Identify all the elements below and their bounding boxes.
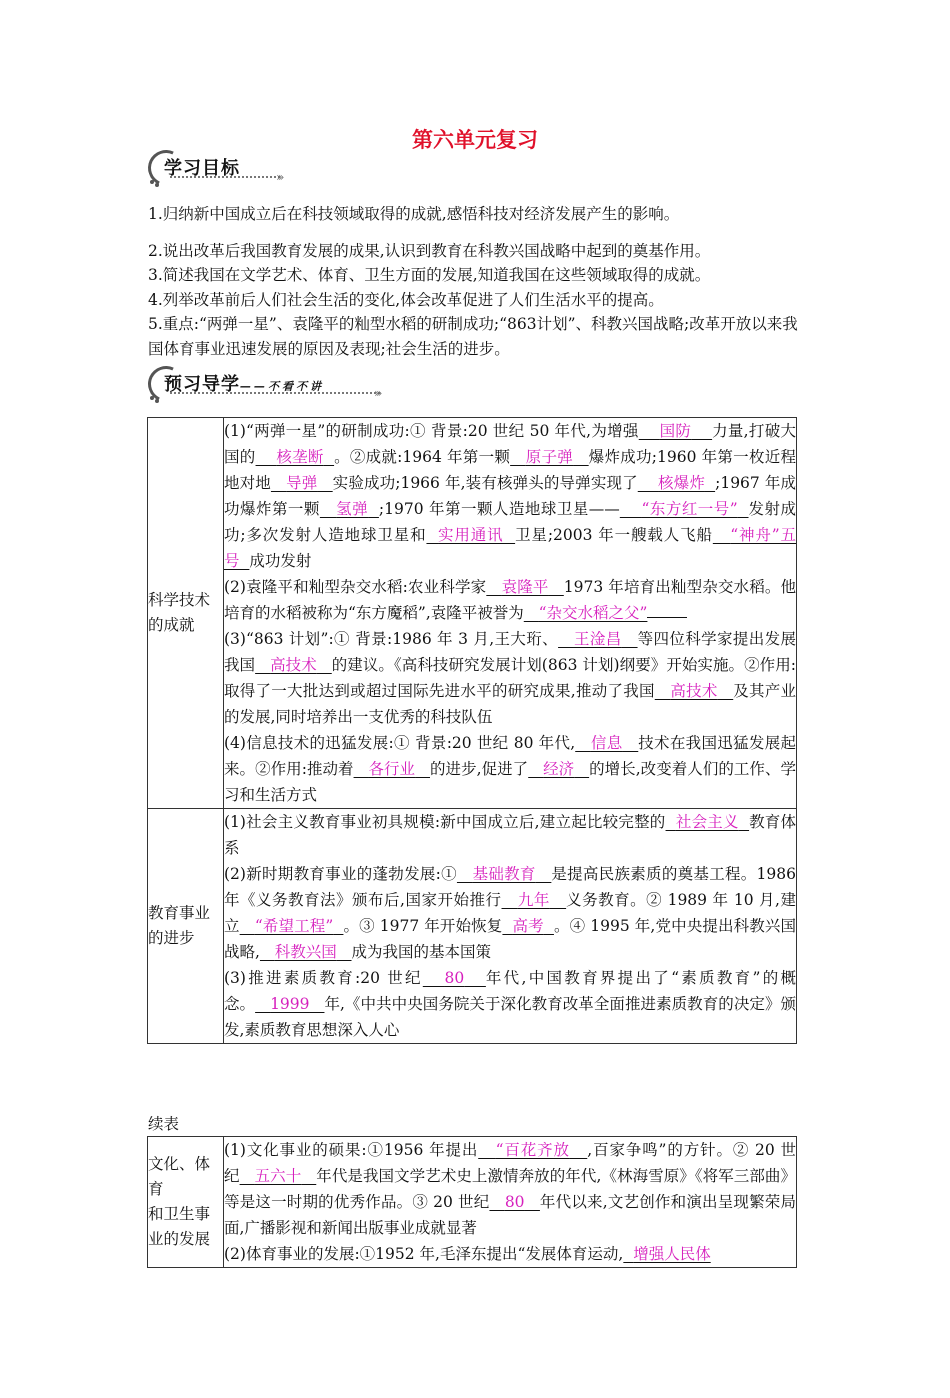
answer-fill: 原子弹 <box>525 448 574 466</box>
category-line: 和卫生事业的发展 <box>148 1205 211 1248</box>
answer-fill: 社会主义 <box>675 813 739 831</box>
preview-banner <box>148 366 388 400</box>
answer-fill: 袁隆平 <box>501 578 549 596</box>
preview-subtitle: ——不看不讲 <box>240 380 324 393</box>
category-cell: 科学技术的成就 <box>148 418 224 809</box>
answer-fill: “东方红一号” <box>641 500 738 518</box>
category-line: 文化、体育 <box>148 1155 211 1198</box>
continued-label: 续表 <box>148 1115 180 1133</box>
banner-chevron-icon: ››› <box>276 170 282 184</box>
banner-dot-icon <box>155 183 159 187</box>
answer-fill: 信息 <box>590 734 623 752</box>
answer-fill: 科教兴国 <box>274 943 337 961</box>
content-cell <box>224 809 797 1044</box>
banner-dot-icon <box>150 180 154 184</box>
answer-fill: 高技术 <box>670 682 718 700</box>
banner-dot-icon <box>150 396 154 400</box>
objective-item: 1.归纳新中国成立后在科技领域取得的成就,感悟科技对经济发展产生的影响。 <box>148 205 680 223</box>
content-paragraph: (2)体育事业的发展:①1952 年,毛泽东提出“发展体育运动, 增强人民体 <box>224 1245 711 1263</box>
content-paragraph: (3)推进素质教育:20 世纪 80 年代,中国教育界提出了“素质教育”的概念。 1999 年,《中共中央国务院关于深化教育改革全面推进素质教育的决定》颁发,素质教育思想深入人心 <box>224 969 797 1039</box>
answer-fill: 氢弹 <box>336 500 369 518</box>
objectives-banner <box>148 150 288 184</box>
content-paragraph: (2)袁隆平和籼型杂交水稻:农业科学家 袁隆平 1973 年培育出籼型杂交水稻。他培育的水稻被称为“东方魔稻”,袁隆平被誉为 “杂交水稻之父” <box>224 578 797 622</box>
blank-line <box>647 603 687 618</box>
category-cell <box>148 1137 224 1268</box>
answer-fill: 高技术 <box>270 656 317 674</box>
answer-fill: 王淦昌 <box>573 630 622 648</box>
content-paragraph: (1)文化事业的硕果:①1956 年提出 “百花齐放 ,百家争鸣”的方针。② 20 世纪 五六十 年代是我国文学艺术史上激情奔放的年代,《林海雪原》《将军三部曲》等是这一时期的优秀作品。③ 20 世纪 80 年代以来,文艺创作和演出呈现繁荣局面,广播影视和新闻出版事业成就显著 <box>224 1141 797 1237</box>
content-paragraph: (3)“863 计划”:① 背景:1986 年 3 月,王大珩、 王淦昌 等四位科学家提出发展我国 高技术 的建议。《高科技研究发展计划(863 计划)纲要》开始实施。②作用:取得了一大批达到或超过国际先进水平的研究成果,推动了我国 高技术 及其产业的发展,同时培养出一支优秀的科技队伍 <box>224 630 797 726</box>
answer-fill: “百花齐放 <box>495 1141 570 1159</box>
objectives-list <box>148 202 808 361</box>
answer-fill: 高考 <box>512 917 544 935</box>
objectives-heading: 学习目标 <box>164 158 240 179</box>
content-cell <box>224 1137 797 1268</box>
answer-fill: 增强人民体 <box>633 1245 711 1263</box>
content-paragraph: (2)新时期教育事业的蓬勃发展:① 基础教育 是提高民族素质的奠基工程。1986 年《义务教育法》颁布后,国家开始推行 九年 义务教育。② 1989 年 10 月,建立 “希望工程” 。③ 1977 年开始恢复 高考 。④ 1995 年,党中央提出科教兴国战略, 科教兴国 成为我国的基本国策 <box>224 865 796 961</box>
answer-fill: “神舟”五号 <box>224 526 797 570</box>
preview-title: 预习导学 <box>164 374 240 395</box>
answer-fill: 1999 <box>270 995 310 1013</box>
banner-dotted-line <box>170 176 280 178</box>
page-title: 第六单元复习 <box>412 128 538 152</box>
answer-fill: 80 <box>504 1193 525 1211</box>
banner-chevron-icon: ››› <box>374 386 380 400</box>
banner-dotted-line <box>170 392 380 394</box>
answer-fill: 各行业 <box>368 760 416 778</box>
answer-fill: 核爆炸 <box>658 474 705 492</box>
objective-item: 2.说出改革后我国教育发展的成果,认识到教育在科教兴国战略中起到的奠基作用。 <box>148 241 711 260</box>
answer-fill: 80 <box>444 969 465 987</box>
answer-fill: 导弹 <box>286 474 318 492</box>
table-row <box>148 1137 797 1268</box>
content-cell <box>224 418 797 809</box>
answer-fill: 经济 <box>543 760 575 778</box>
objective-item: 5.重点:“两弹一星”、袁隆平的籼型水稻的研制成功;“863计划”、科教兴国战略;改革开放以来我国体育事业迅速发展的原因及表现;社会生活的进步。 <box>148 315 798 358</box>
answer-fill: 实用通讯 <box>438 526 504 544</box>
answer-fill: 国防 <box>659 422 692 440</box>
answer-fill: 五六十 <box>254 1167 302 1185</box>
content-paragraph: (1)“两弹一星”的研制成功:① 背景:20 世纪 50 年代,为增强 国防 力量,打破大国的 核垄断 。②成就:1964 年第一颗 原子弹 爆炸成功;1960 年第一枚近程地对地 导弹 实验成功;1966 年,装有核弹头的导弹实现了 核爆炸 ;1967 年成功爆炸第一颗 氢弹 ;1970 年第一颗人造地球卫星—— “东方红一号” 发射成功;多次发射人造地球卫星和 实用通讯 卫星;2003 年一艘载人飞船 “神舟”五号 成功发射 <box>224 422 797 570</box>
answer-fill: 基础教育 <box>472 865 536 883</box>
content-paragraph: (1)社会主义教育事业初具规模:新中国成立后,建立起比较完整的 社会主义 教育体系 <box>224 813 797 857</box>
answer-fill: 九年 <box>517 891 550 909</box>
objective-item: 4.列举改革前后人们社会生活的变化,体会改革促进了人们生活水平的提高。 <box>148 290 664 309</box>
table-row <box>148 418 797 809</box>
banner-dot-icon <box>155 399 159 403</box>
objective-item: 3.简述我国在文学艺术、体育、卫生方面的发展,知道我国在这些领域取得的成就。 <box>148 266 711 284</box>
answer-fill: “希望工程” <box>254 917 334 935</box>
review-table-continued <box>147 1136 797 1268</box>
content-paragraph: (4)信息技术的迅猛发展:① 背景:20 世纪 80 年代, 信息 技术在我国迅猛发展起来。②作用:推动着 各行业 的进步,促进了 经济 的增长,改变着人们的工作、学习和生活方式 <box>224 734 797 804</box>
table-row <box>148 809 797 1044</box>
category-cell: 教育事业的进步 <box>148 809 224 1044</box>
answer-fill: “杂交水稻之父” <box>538 604 648 622</box>
review-table <box>147 417 797 1044</box>
answer-fill: 核垄断 <box>276 448 324 466</box>
